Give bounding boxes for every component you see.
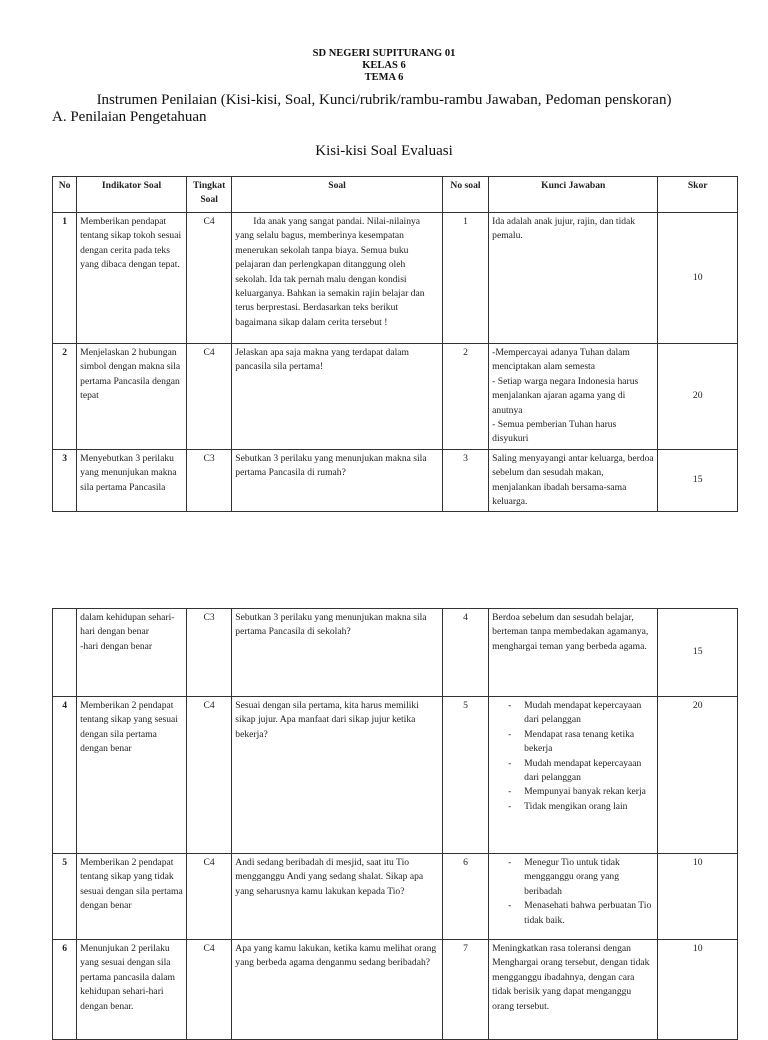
- section-heading: A. Penilaian Pengetahuan: [52, 109, 207, 125]
- kunci-cell: [489, 854, 658, 940]
- col-header-skor: Skor: [658, 177, 738, 213]
- kunci-list: [492, 856, 654, 928]
- indikator-cell: dalam kehidupan sehari-hari dengan benar -hari dengan benar: [77, 609, 187, 697]
- skor-cell: 20: [658, 697, 738, 854]
- table-header-row: [53, 177, 738, 213]
- kunci-cell: [489, 697, 658, 854]
- row-number: 3: [53, 449, 77, 512]
- list-item: - Mempunyai banyak rekan kerja: [524, 785, 654, 799]
- kunci-cell: Meningkatkan rasa toleransi dengan Menghargai orang tersebut, dengan tidak mengganggu ibadahnya, dengan cara tidak berisik yang dapat menganggu orang tersebut.: [489, 940, 658, 1040]
- table-row: [53, 697, 738, 854]
- no-soal-cell: 2: [442, 344, 488, 450]
- list-item: - Tidak mengikan orang lain: [524, 800, 654, 814]
- indikator-cell: Menunjukan 2 perilaku yang sesuai dengan sila pertama pancasila dalam kehidupan sehari-hari dengan benar.: [77, 940, 187, 1040]
- table-row: [53, 449, 738, 512]
- col-header-soal: Soal: [232, 177, 443, 213]
- kunci-cell: Berdoa sebelum dan sesudah belajar, berteman tanpa membedakan agamanya, menghargai teman yang berbeda agama.: [489, 609, 658, 697]
- col-header-indikator: Indikator Soal: [77, 177, 187, 213]
- row-number: 4: [53, 697, 77, 854]
- table-row: [53, 940, 738, 1040]
- row-number: 5: [53, 854, 77, 940]
- row-number: [53, 609, 77, 697]
- kunci-cell: Ida adalah anak jujur, rajin, dan tidak pemalu.: [489, 213, 658, 344]
- skor-cell: 20: [658, 344, 738, 450]
- row-number: 6: [53, 940, 77, 1040]
- skor-cell: 15: [658, 609, 738, 697]
- soal-cell: Andi sedang beribadah di mesjid, saat itu Tio mengganggu Andi yang sedang shalat. Sikap apa yang seharusnya kamu lakukan kepada Tio?: [232, 854, 443, 940]
- no-soal-cell: 6: [442, 854, 488, 940]
- skor-cell: 10: [658, 854, 738, 940]
- school-name: SD NEGERI SUPITURANG 01: [312, 48, 456, 59]
- skor-cell: 10: [658, 940, 738, 1040]
- indikator-cell: Memberikan pendapat tentang sikap tokoh sesuai dengan cerita pada teks yang dibaca dengan tepat.: [77, 213, 187, 344]
- tingkat-cell: C4: [186, 854, 231, 940]
- list-item: - Mendapat rasa tenang ketika bekerja: [524, 728, 654, 757]
- table-row: [53, 213, 738, 344]
- list-item: - Menasehati bahwa perbuatan Tio tidak baik.: [524, 899, 654, 928]
- table-row: [53, 609, 738, 697]
- row-number: 2: [53, 344, 77, 450]
- indikator-cell: Memberikan 2 pendapat tentang sikap yang tidak sesuai dengan sila pertama dengan benar: [77, 854, 187, 940]
- no-soal-cell: 1: [442, 213, 488, 344]
- kunci-line: - Semua pemberian Tuhan harus disyukuri: [492, 419, 617, 445]
- kunci-cell: Saling menyayangi antar keluarga, berdoa sebelum dan sesudah makan, menjalankan ibadah bersama-sama keluarga.: [489, 449, 658, 512]
- list-item: - Mudah mendapat kepercayaan dari pelanggan: [524, 757, 654, 786]
- no-soal-cell: 4: [442, 609, 488, 697]
- table-title: Kisi-kisi Soal Evaluasi: [315, 143, 453, 159]
- soal-cell: Jelaskan apa saja makna yang terdapat dalam pancasila sila pertama!: [232, 344, 443, 450]
- evaluation-table-page1: [52, 176, 738, 512]
- col-header-no: No: [53, 177, 77, 213]
- tingkat-cell: C3: [186, 449, 231, 512]
- theme-label: TEMA 6: [364, 72, 404, 83]
- evaluation-table-page2: [52, 608, 738, 1040]
- list-item: - Menegur Tio untuk tidak mengganggu orang yang beribadah: [524, 856, 654, 899]
- tingkat-cell: C4: [186, 697, 231, 854]
- soal-cell: Apa yang kamu lakukan, ketika kamu melihat orang yang berbeda agama denganmu sedang beribadah?: [232, 940, 443, 1040]
- table-row: [53, 854, 738, 940]
- soal-cell: Sebutkan 3 perilaku yang menunjukan makna sila pertama Pancasila di rumah?: [232, 449, 443, 512]
- skor-cell: 15: [658, 449, 738, 512]
- kunci-list: [492, 699, 654, 814]
- indikator-cell: Memberikan 2 pendapat tentang sikap yang sesuai dengan sila pertama dengan benar: [77, 697, 187, 854]
- col-header-no-soal: No soal: [442, 177, 488, 213]
- no-soal-cell: 7: [442, 940, 488, 1040]
- indikator-cell: Menyebutkan 3 perilaku yang menunjukan makna sila pertama Pancasila: [77, 449, 187, 512]
- kunci-cell: [489, 344, 658, 450]
- table-row: [53, 344, 738, 450]
- col-header-kunci: Kunci Jawaban: [489, 177, 658, 213]
- skor-cell: 10: [658, 213, 738, 344]
- kunci-line: -Mempercayai adanya Tuhan dalam menciptakan alam semesta: [492, 347, 630, 373]
- tingkat-cell: C4: [186, 213, 231, 344]
- no-soal-cell: 3: [442, 449, 488, 512]
- indikator-cell: Menjelaskan 2 hubungan simbol dengan makna sila pertama Pancasila dengan tepat: [77, 344, 187, 450]
- tingkat-cell: C3: [186, 609, 231, 697]
- col-header-tingkat: Tingkat Soal: [186, 177, 231, 213]
- document-title: Instrumen Penilaian (Kisi-kisi, Soal, Kunci/rubrik/rambu-rambu Jawaban, Pedoman penskoran): [96, 92, 672, 108]
- tingkat-cell: C4: [186, 344, 231, 450]
- class-label: KELAS 6: [362, 60, 406, 71]
- list-item: - Mudah mendapat kepercayaan dari pelanggan: [524, 699, 654, 728]
- soal-cell: Sebutkan 3 perilaku yang menunjukan makna sila pertama Pancasila di sekolah?: [232, 609, 443, 697]
- no-soal-cell: 5: [442, 697, 488, 854]
- kunci-line: - Setiap warga negara Indonesia harus menjalankan ajaran agama yang di anutnya: [492, 375, 639, 416]
- tingkat-cell: C4: [186, 940, 231, 1040]
- soal-cell: Ida anak yang sangat pandai. Nilai-nilainya yang selalu bagus, memberinya kesempatan menerukan sekolah tanpa biaya. Semua buku pelajaran dan perlengkapan ditanggung oleh sekolah. Ida tak pernah malu dengan kondisi keluarganya. Bahkan ia semakin rajin belajar dan terus berprestasi. Berdasarkan teks berikut bagaimana sikap dalam cerita tersebut !: [232, 213, 443, 344]
- soal-cell: Sesuai dengan sila pertama, kita harus memiliki sikap jujur. Apa manfaat dari sikap jujur ketika bekerja?: [232, 697, 443, 854]
- row-number: 1: [53, 213, 77, 344]
